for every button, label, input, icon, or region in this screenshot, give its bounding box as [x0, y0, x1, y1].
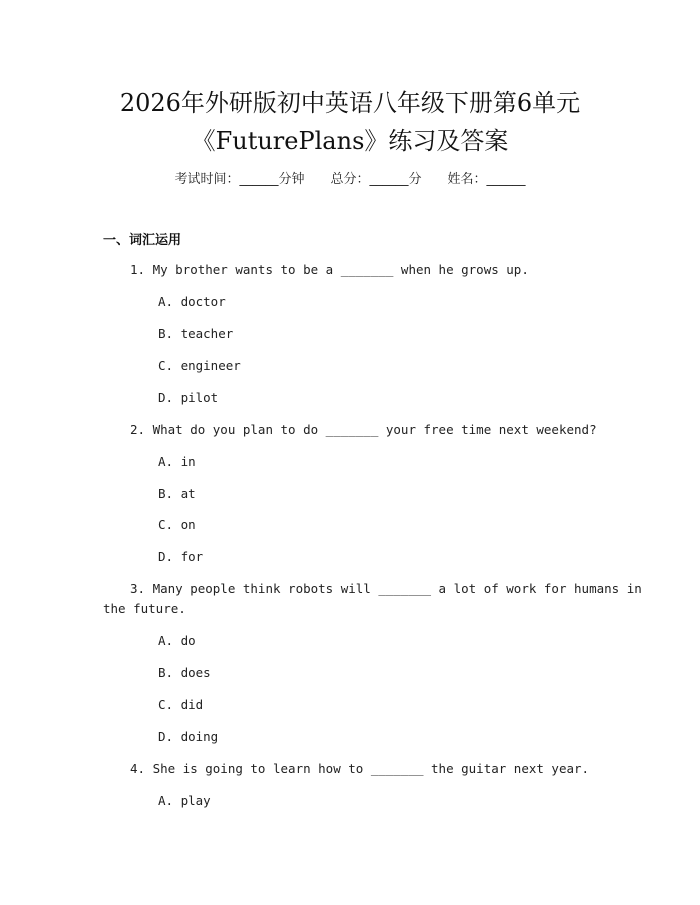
question-1-option-c: C. engineer — [158, 358, 241, 373]
total-score-field: 总分：______分 — [330, 172, 422, 187]
page-title-line-2: 《FuturePlans》练习及答案 — [191, 127, 509, 155]
question-1-text: 1. My brother wants to be a _______ when he grows up. — [130, 262, 529, 277]
question-2-option-a: A. in — [158, 454, 196, 469]
question-2-text: 2. What do you plan to do _______ your free time next weekend? — [130, 422, 597, 437]
question-3-option-b: B. does — [158, 665, 211, 680]
question-1-option-b: B. teacher — [158, 326, 234, 341]
question-2-option-d: D. for — [158, 549, 204, 564]
question-2-option-c: C. on — [158, 517, 196, 532]
section-heading-vocabulary: 一、词汇运用 — [103, 233, 182, 248]
question-3-option-c: C. did — [158, 697, 204, 712]
question-3-option-a: A. do — [158, 633, 196, 648]
question-4-text: 4. She is going to learn how to _______ the guitar next year. — [130, 761, 590, 776]
question-3-text: 3. Many people think robots will _______ a lot of work for humans in — [130, 581, 642, 596]
question-2-option-b: B. at — [158, 486, 196, 501]
page-title-line-1: 2026年外研版初中英语八年级下册第6单元 — [119, 89, 581, 117]
exam-time-field: 考试时间：______分钟 — [174, 172, 305, 187]
exam-info — [0, 168, 700, 187]
question-4-option-a: A. play — [158, 793, 211, 808]
question-3-option-d: D. doing — [158, 729, 219, 744]
question-1-option-d: D. pilot — [158, 390, 219, 405]
question-3-text-continued: the future. — [103, 601, 186, 616]
question-1-option-a: A. doctor — [158, 294, 226, 309]
name-field: 姓名：______ — [447, 172, 526, 187]
